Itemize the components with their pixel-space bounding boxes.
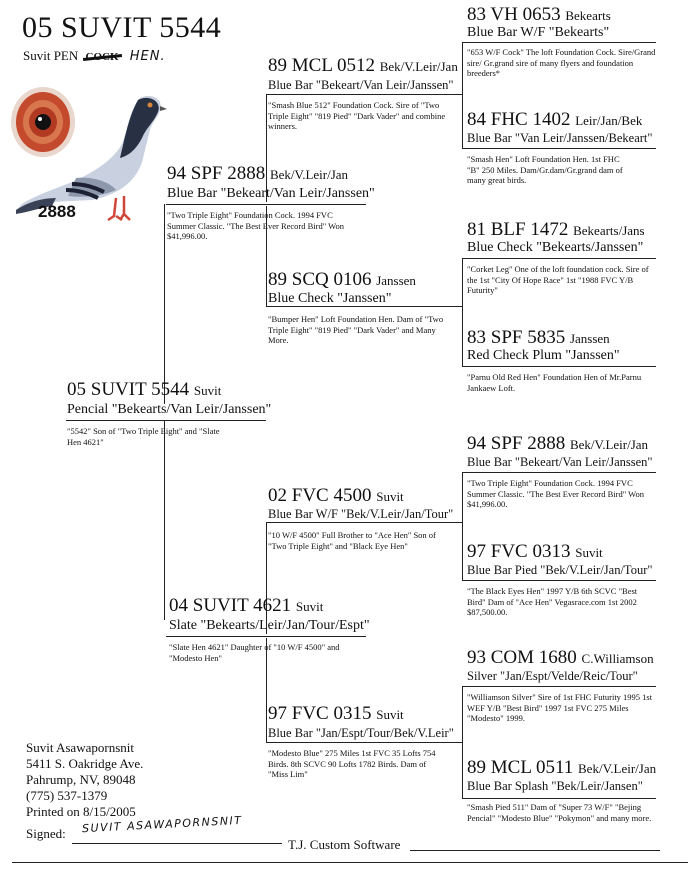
g3-band: 81 BLF 1472	[467, 219, 569, 240]
line-sd-children	[462, 258, 463, 366]
dam-dam-entry	[268, 704, 404, 725]
g3-note: "The Black Eyes Hen" 1997 Y/B 6th SCVC "Best Bird" Dam of "Ace Hen" Vegasrace.com 1st 2002 $87,500.00.	[467, 586, 638, 617]
sire-note: "Two Triple Eight" Foundation Cock. 1994 FVC Summer Classic. "The Best Ever Record Bird" Won $41,996.00.	[167, 210, 345, 241]
line-subject-under	[66, 420, 266, 421]
line-g3-0	[462, 42, 656, 43]
g3-entry	[467, 648, 654, 669]
owner-block	[26, 740, 143, 820]
g3-breeder: Leir/Jan/Bek	[575, 113, 643, 128]
g3-entry	[467, 110, 642, 131]
line-g3-6	[462, 686, 656, 687]
dam-note: "Slate Hen 4621" Daughter of "10 W/F 4500" and "Modesto Hen"	[169, 642, 340, 663]
line-ds-children	[462, 472, 463, 580]
subject-breeder: Suvit	[193, 383, 222, 398]
sire-dam-band: 89 SCQ 0106	[268, 269, 372, 290]
g3-note: "653 W/F Cock" The loft Foundation Cock. Sire/Grand sire/ Gr.grand sire of many flyers and foundation breeders*	[467, 47, 656, 78]
subject-entry	[67, 380, 221, 401]
subject-note: "5542" Son of "Two Triple Eight" and "Slate Hen 4621"	[67, 426, 220, 447]
g3-strain: Blue Bar Splash "Bek/Leir/Jansen"	[467, 779, 643, 793]
dam-sire-entry	[268, 486, 404, 507]
g3-note: "Corket Leg" One of the loft foundation cock. Sire of the 1st "City Of Hope Race" 1st "1988 FVC Y/B Futurity"	[467, 264, 649, 295]
g3-note: "Parnu Old Red Hen" Foundation Hen of Mr.Parnu Jankaew Loft.	[467, 372, 642, 393]
g3-breeder: Bek/V.Leir/Jan	[578, 761, 657, 776]
g3-band: 97 FVC 0313	[467, 541, 571, 562]
dam-strain: Slate "Bekearts/Leir/Jan/Tour/Espt"	[169, 618, 370, 633]
g3-breeder: Bekearts	[565, 8, 611, 23]
g3-strain: Blue Bar "Bekeart/Van Leir/Janssen"	[467, 455, 653, 469]
owner-city: Pahrump, NV, 89048	[26, 772, 136, 787]
g3-band: 89 MCL 0511	[467, 757, 574, 778]
struck-sex	[86, 51, 119, 63]
subject-band: 05 SUVIT 5544	[67, 379, 190, 400]
g3-entry	[467, 5, 611, 26]
bottom-border	[12, 862, 688, 863]
line-g3-3	[462, 366, 656, 367]
sex-line-label: Suvit PEN	[23, 48, 79, 63]
g3-entry	[467, 328, 610, 349]
dam-breeder: Suvit	[295, 599, 324, 614]
sire-dam-strain: Blue Check "Janssen"	[268, 291, 392, 306]
line-g3-5	[462, 580, 656, 581]
g3-strain: Blue Bar Pied "Bek/V.Leir/Jan/Tour"	[467, 563, 653, 577]
line-g3-7	[462, 798, 656, 799]
signature: SUVIT ASAWAPORNSNIT	[81, 813, 243, 836]
g3-breeder: C.Williamson	[581, 651, 654, 666]
g3-entry	[467, 220, 645, 241]
line-ss-children	[462, 42, 463, 148]
pigeon-photo	[12, 78, 167, 228]
line-dam-sire-under	[266, 522, 462, 523]
line-dam-dam-under	[266, 742, 462, 743]
sex-line	[23, 48, 166, 64]
handwritten-sex: HEN.	[129, 49, 166, 64]
sire-dam-entry	[268, 270, 416, 291]
g3-entry	[467, 758, 656, 779]
sire-sire-note: "Smash Blue 512" Foundation Cock. Sire of "Two Triple Eight" "819 Pied" "Dark Vader" and combine winners.	[268, 100, 446, 131]
g3-band: 94 SPF 2888	[467, 433, 566, 454]
g3-note: "Two Triple Eight" Foundation Cock. 1994 FVC Summer Classic. "The Best Ever Record Bird" Won $41,996.00.	[467, 478, 645, 509]
g3-entry	[467, 434, 648, 455]
line-subject-sire	[164, 204, 165, 404]
dam-dam-breeder: Suvit	[376, 707, 404, 722]
line-sire-sire-under	[266, 94, 462, 95]
footer-line	[410, 850, 660, 851]
signed-label: Signed:	[26, 826, 66, 841]
g3-band: 83 VH 0653	[467, 4, 561, 25]
sire-sire-breeder: Bek/V.Leir/Jan	[379, 59, 458, 74]
g3-strain: Red Check Plum "Janssen"	[467, 348, 620, 363]
g3-band: 84 FHC 1402	[467, 109, 571, 130]
dam-sire-band: 02 FVC 4500	[268, 485, 372, 506]
bird-label: 2888	[38, 202, 76, 221]
line-sire-under	[166, 204, 366, 205]
sire-breeder: Bek/V.Leir/Jan	[269, 167, 349, 182]
g3-entry	[467, 542, 603, 563]
dam-sire-strain: Blue Bar W/F "Bek/V.Leir/Jan/Tour"	[268, 507, 454, 521]
dam-dam-strain: Blue Bar "Jan/Espt/Tour/Bek/V.Leir"	[268, 726, 454, 740]
line-subject-dam	[164, 420, 165, 620]
g3-band: 93 COM 1680	[467, 647, 577, 668]
g3-note: "Williamson Silver" Sire of 1st FHC Futurity 1995 1st WEF Y/B "Best Bird" 1997 1st FVC 275 Miles "Modesto" 1999.	[467, 692, 653, 723]
g3-strain: Blue Bar W/F "Bekearts"	[467, 25, 610, 40]
line-dd-children	[462, 686, 463, 798]
printed-date: Printed on 8/15/2005	[26, 804, 136, 819]
line-g3-1	[462, 148, 656, 149]
sire-dam-note: "Bumper Hen" Loft Foundation Hen. Dam of "Two Triple Eight" "819 Pied" "Dark Vader" and Many More.	[268, 314, 444, 345]
owner-phone: (775) 537-1379	[26, 788, 108, 803]
page-title: 05 SUVIT 5544	[22, 11, 222, 44]
dam-dam-band: 97 FVC 0315	[268, 703, 372, 724]
g3-strain: Silver "Jan/Espt/Velde/Reic/Tour"	[467, 669, 638, 683]
subject-strain: Pencial "Bekearts/Van Leir/Janssen"	[67, 402, 272, 417]
line-g3-4	[462, 472, 656, 473]
software-credit: T.J. Custom Software	[288, 837, 401, 852]
sire-band: 94 SPF 2888	[167, 163, 266, 184]
dam-sire-note: "10 W/F 4500" Full Brother to "Ace Hen" Son of "Two Triple Eight" and "Black Eye Hen"	[268, 530, 436, 551]
dam-sire-breeder: Suvit	[376, 489, 404, 504]
g3-strain: Blue Check "Bekearts/Janssen"	[467, 240, 644, 255]
g3-breeder: Suvit	[575, 545, 603, 560]
line-g3-2	[462, 258, 656, 259]
g3-breeder: Bekearts/Jans	[573, 223, 645, 238]
sire-dam-breeder: Janssen	[376, 273, 416, 288]
sire-entry	[167, 164, 348, 185]
g3-breeder: Janssen	[569, 331, 610, 346]
g3-breeder: Bek/V.Leir/Jan	[569, 437, 649, 452]
sire-sire-strain: Blue Bar "Bekeart/Van Leir/Janssen"	[268, 78, 454, 92]
sire-strain: Blue Bar "Bekeart/Van Leir/Janssen"	[167, 186, 375, 201]
g3-strain: Blue Bar "Van Leir/Janssen/Bekeart"	[467, 131, 653, 145]
dam-entry	[169, 596, 323, 617]
dam-band: 04 SUVIT 4621	[169, 595, 292, 616]
line-dam-under	[166, 636, 366, 637]
sire-sire-entry	[268, 56, 458, 77]
g3-band: 83 SPF 5835	[467, 327, 566, 348]
owner-address: 5411 S. Oakridge Ave.	[26, 756, 144, 771]
g3-note: "Smash Pied 511" Dam of "Super 73 W/F" "Bejing Pencial" "Modesto Blue" "Pokymon" and many more.	[467, 802, 652, 823]
sire-sire-band: 89 MCL 0512	[268, 55, 375, 76]
signature-line	[72, 843, 282, 844]
dam-dam-note: "Modesto Blue" 275 Miles 1st FVC 35 Lofts 754 Birds. 8th SCVC 90 Lofts 1782 Birds. Dam of "Miss Lim"	[268, 748, 436, 779]
owner-name: Suvit Asawapornsnit	[26, 740, 134, 755]
g3-note: "Smash Hen" Loft Foundation Hen. 1st FHC "B" 250 Miles. Dam/Gr.dam/Gr.grand dam of many great birds.	[467, 154, 623, 185]
